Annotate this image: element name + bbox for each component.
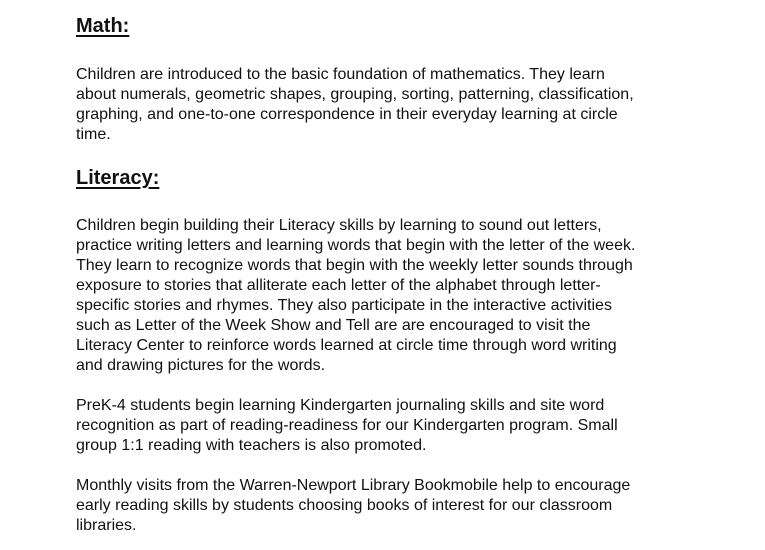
paragraph-line: time. <box>76 126 111 143</box>
paragraph-line: They learn to recognize words that begin with the weekly letter sounds through <box>76 257 633 274</box>
paragraph-line: specific stories and rhymes. They also participate in the interactive activities <box>76 297 612 314</box>
math-paragraph <box>76 65 634 145</box>
paragraph-line: such as Letter of the Week Show and Tell are are encouraged to visit the <box>76 317 591 334</box>
paragraph-line: graphing, and one-to-one correspondence in their everyday learning at circle <box>76 106 618 123</box>
literacy-paragraph-bookmobile <box>76 476 630 536</box>
paragraph-line: group 1:1 reading with teachers is also promoted. <box>76 437 427 454</box>
paragraph-line: Children are introduced to the basic foundation of mathematics. They learn <box>76 66 605 83</box>
paragraph-line: practice writing letters and learning words that begin with the letter of the week. <box>76 237 636 254</box>
literacy-heading: Literacy: <box>76 167 160 189</box>
paragraph-line: PreK-4 students begin learning Kindergarten journaling skills and site word <box>76 397 605 414</box>
paragraph-line: exposure to stories that alliterate each letter of the alphabet through letter- <box>76 277 601 294</box>
paragraph-line: Children begin building their Literacy skills by learning to sound out letters, <box>76 217 602 234</box>
paragraph-line: Literacy Center to reinforce words learned at circle time through word writing <box>76 337 617 354</box>
math-heading: Math: <box>76 15 130 37</box>
paragraph-line: about numerals, geometric shapes, grouping, sorting, patterning, classification, <box>76 86 634 103</box>
paragraph-line: Monthly visits from the Warren-Newport Library Bookmobile help to encourage <box>76 477 631 494</box>
paragraph-line: and drawing pictures for the words. <box>76 357 326 374</box>
paragraph-line: early reading skills by students choosing books of interest for our classroom <box>76 497 613 514</box>
paragraph-line: libraries. <box>76 517 137 534</box>
literacy-paragraph-intro <box>76 216 635 376</box>
literacy-paragraph-prek4 <box>76 396 618 456</box>
paragraph-line: recognition as part of reading-readiness for our Kindergarten program. Small <box>76 417 618 434</box>
